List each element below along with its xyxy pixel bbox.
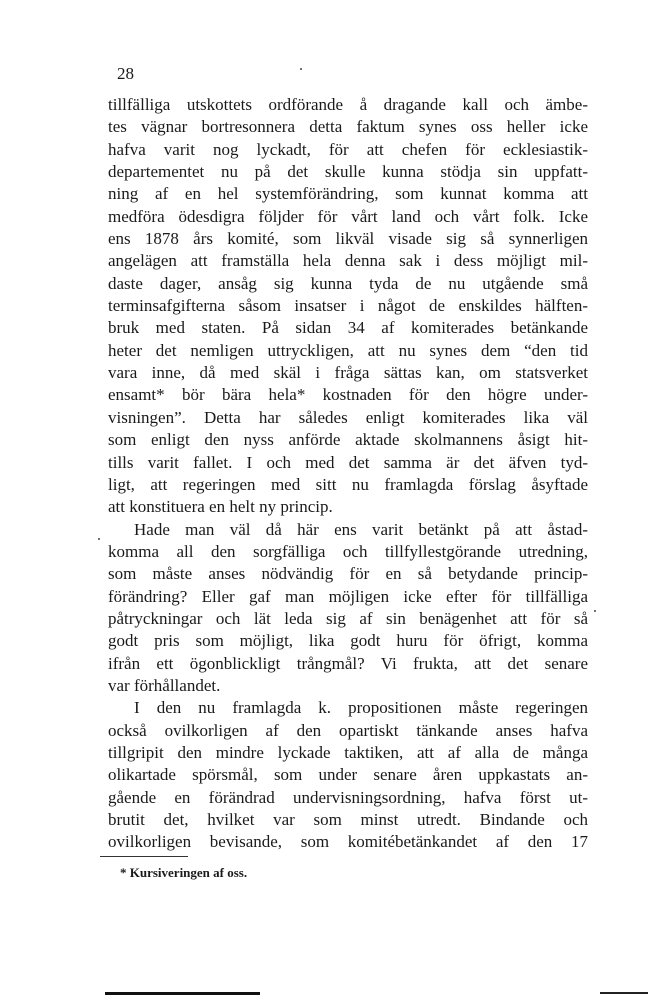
text-line: påtryckningar och lät leda sig af sin benägenhet att för så [108,608,588,628]
text-line: ifrån ett ögonblickligt trångmål? Vi frukta, att det senare [108,653,588,673]
text-line: departementet nu på det skulle kunna stödja sin uppfatt- [108,162,588,182]
text-line: tes vägnar bortresonnera detta faktum synes oss heller icke [108,117,588,137]
footnote: * Kursiveringen af oss. [120,865,248,880]
text-line: godt pris som möjligt, lika godt huru för öfrigt, komma [108,631,588,651]
text-line: tills varit fallet. I och med det samma är det äfven tyd- [108,452,588,472]
text-line: att konstituera en helt ny princip. [108,497,333,517]
text-line: ensamt* bör bära hela* kostnaden för den högre under- [108,385,588,405]
text-line: bruk med staten. På sidan 34 af komiterades betänkande [108,318,588,338]
text-line: förändring? Eller gaf man möjligen icke efter för tillfälliga [108,586,588,606]
text-line: som måste anses nödvändig för en så betydande princip- [108,564,588,584]
text-line: var förhållandet. [108,675,221,695]
text-line: brutit det, hvilket var som minst utredt. Bindande och [108,810,588,829]
speck [300,68,302,70]
text-line: gående en förändrad undervisningsordning, hafva först ut- [108,787,588,807]
text-line: ligt, att regeringen med sitt nu framlagda förslag åsyftade [108,474,588,494]
footnote-rule [100,856,188,857]
text-line: medföra ödesdigra följder för vårt land och vårt folk. Icke [108,206,588,226]
text-line: tillgripit den mindre lyckade taktiken, att af alla de många [108,742,588,762]
bottom-rule-right [600,992,648,994]
text-line: ning af en hel systemförändring, som kunnat komma att [108,184,588,204]
text-line: visningen”. Detta har således enligt komiterades lika väl [108,407,588,427]
text-line: Hade man väl då här ens varit betänkt på att åstad- [134,519,588,539]
body-text [108,94,588,854]
text-line: angelägen att framställa hela denna sak i dess möjligt mil- [108,251,588,271]
text-line: tillfälliga utskottets ordförande å dragande kall och ämbe- [108,95,588,114]
text-line: I den nu framlagda k. propositionen måste regeringen [134,698,588,718]
text-line: vara inne, då med skäl i fråga sättas kan, om statsverket [108,363,588,383]
text-line: komma all den sorgfälliga och tillfyllestgörande utredning, [108,541,588,561]
speck [98,538,100,540]
text-line: som enligt den nyss anförde aktade skolmannens åsigt hit- [108,430,588,450]
text-line: hafva varit nog lyckadt, för att chefen för ecklesiastik- [108,139,588,159]
text-line: ens 1878 års komité, som likväl visade sig så synnerligen [108,229,588,249]
text-line: ovilkorligen bevisande, som komitébetänkandet af den 17 [108,832,588,852]
text-line: också ovilkorligen af den opartiskt tänkande anses hafva [108,720,588,740]
text-line: terminsafgifterna såsom insatser i något de enskildes hälften- [108,296,588,316]
text-line: olikartade spörsmål, som under senare åren uppkastats an- [108,765,588,785]
bottom-rule [105,992,260,995]
text-line: daste dager, ansåg sig kunna tyda de nu utgående små [108,273,588,293]
page-number: 28 [117,64,134,83]
text-line: heter det nemligen uttryckligen, att nu synes dem “den tid [108,340,588,360]
speck [594,610,596,612]
